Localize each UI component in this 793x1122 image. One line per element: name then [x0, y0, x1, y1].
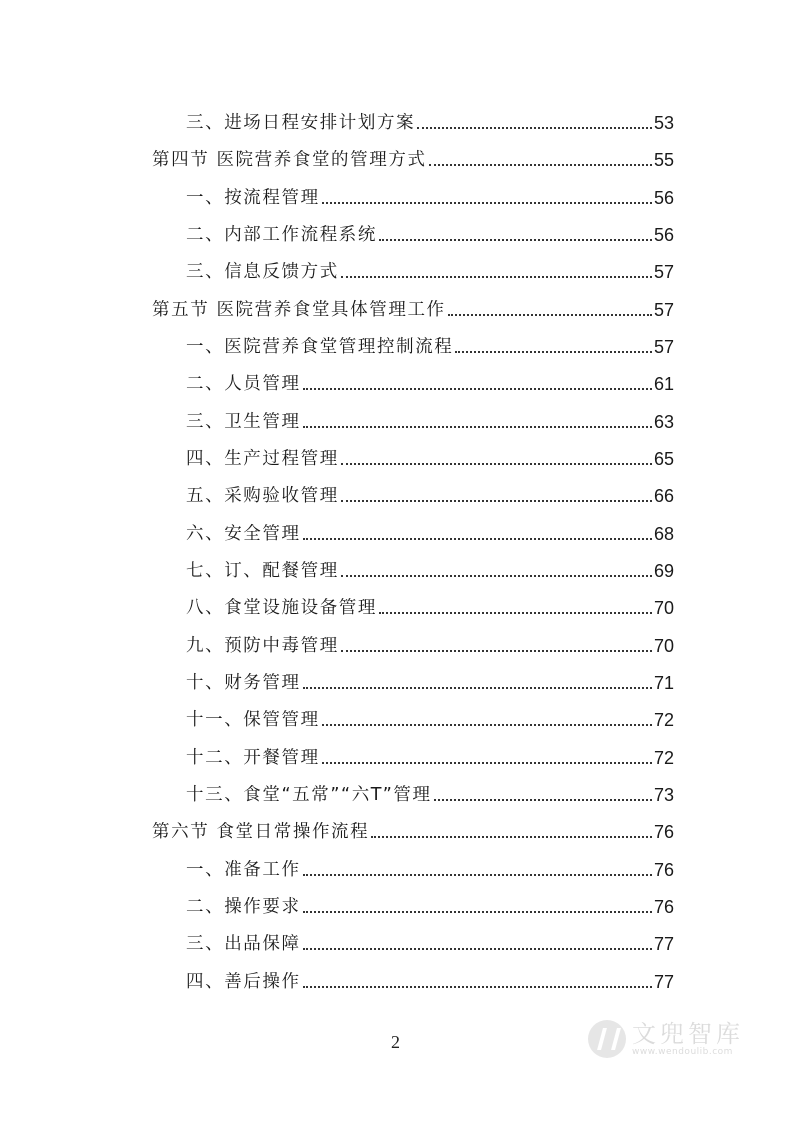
toc-entry-page: 70 — [653, 598, 674, 618]
toc-entry-page: 72 — [653, 710, 674, 730]
toc-dot-leader — [322, 723, 652, 726]
toc-entry-label: 二、人员管理 — [186, 374, 301, 394]
toc-dot-leader — [303, 910, 652, 913]
toc-entry-label: 四、善后操作 — [186, 972, 301, 992]
toc-entry-page: 55 — [653, 150, 674, 170]
toc-subsection-entry[interactable] — [186, 963, 674, 993]
toc-subsection-entry[interactable] — [186, 515, 674, 545]
toc-dot-leader — [303, 425, 652, 428]
toc-entry-label: 四、生产过程管理 — [186, 449, 339, 469]
toc-entry-label: 三、出品保障 — [186, 934, 301, 954]
toc-subsection-entry[interactable] — [186, 664, 674, 694]
toc-subsection-entry[interactable] — [186, 104, 674, 134]
toc-entry-page: 56 — [653, 188, 674, 208]
toc-subsection-entry[interactable] — [186, 627, 674, 657]
toc-entry-label: 一、医院营养食堂管理控制流程 — [186, 337, 454, 357]
toc-dot-leader — [341, 462, 652, 465]
toc-entry-label: 一、按流程管理 — [186, 188, 320, 208]
toc-entry-label: 十、财务管理 — [186, 673, 301, 693]
toc-dot-leader — [341, 499, 652, 502]
toc-entry-page: 73 — [653, 785, 674, 805]
toc-entry-label: 一、准备工作 — [186, 860, 301, 880]
toc-entry-page: 70 — [653, 636, 674, 656]
toc-dot-leader — [429, 163, 652, 166]
toc-entry-page: 76 — [653, 860, 674, 880]
toc-section-entry[interactable] — [152, 813, 674, 843]
toc-dot-leader — [303, 947, 652, 950]
toc-entry-page: 76 — [653, 897, 674, 917]
toc-entry-page: 76 — [653, 822, 674, 842]
toc-dot-leader — [379, 238, 652, 241]
toc-subsection-entry[interactable] — [186, 328, 674, 358]
toc-entry-label: 十三、食堂“五常”“六T”管理 — [186, 785, 432, 805]
toc-entry-page: 77 — [653, 934, 674, 954]
toc-entry-label: 五、采购验收管理 — [186, 486, 339, 506]
toc-subsection-entry[interactable] — [186, 701, 674, 731]
toc-entry-label: 十二、开餐管理 — [186, 748, 320, 768]
toc-entry-page: 71 — [653, 673, 674, 693]
toc-entry-label: 三、信息反馈方式 — [186, 262, 339, 282]
toc-entry-label: 三、卫生管理 — [186, 412, 301, 432]
toc-subsection-entry[interactable] — [186, 253, 674, 283]
toc-subsection-entry[interactable] — [186, 477, 674, 507]
watermark-text — [632, 1021, 744, 1057]
toc-entry-page: 63 — [653, 412, 674, 432]
toc-entry-page: 72 — [653, 748, 674, 768]
toc-dot-leader — [341, 649, 652, 652]
toc-dot-leader — [417, 126, 652, 129]
toc-subsection-entry[interactable] — [186, 851, 674, 881]
toc-entry-page: 57 — [653, 300, 674, 320]
toc-dot-leader — [448, 313, 652, 316]
toc-entry-label: 九、预防中毒管理 — [186, 636, 339, 656]
toc-entry-page: 66 — [653, 486, 674, 506]
toc-subsection-entry[interactable] — [186, 888, 674, 918]
toc-subsection-entry[interactable] — [186, 925, 674, 955]
toc-entry-page: 56 — [653, 225, 674, 245]
toc-subsection-entry[interactable] — [186, 739, 674, 769]
watermark — [588, 1020, 744, 1058]
page-number: 2 — [391, 1032, 400, 1052]
toc-entry-label: 三、进场日程安排计划方案 — [186, 113, 416, 133]
toc-dot-leader — [341, 275, 652, 278]
toc-dot-leader — [434, 798, 652, 801]
toc-entry-page: 65 — [653, 449, 674, 469]
toc-dot-leader — [303, 686, 652, 689]
toc-subsection-entry[interactable] — [186, 440, 674, 470]
toc-subsection-entry[interactable] — [186, 403, 674, 433]
toc-dot-leader — [303, 537, 652, 540]
toc-subsection-entry[interactable] — [186, 179, 674, 209]
toc-entry-label: 第六节 食堂日常操作流程 — [152, 822, 370, 842]
toc-entry-page: 53 — [653, 113, 674, 133]
toc-subsection-entry[interactable] — [186, 552, 674, 582]
toc-subsection-entry[interactable] — [186, 776, 674, 806]
toc-entry-page: 69 — [653, 561, 674, 581]
toc-subsection-entry[interactable] — [186, 589, 674, 619]
toc-dot-leader — [303, 387, 652, 390]
toc-entry-page: 77 — [653, 972, 674, 992]
toc-entry-label: 六、安全管理 — [186, 524, 301, 544]
toc-dot-leader — [303, 873, 652, 876]
toc-entry-page: 57 — [653, 262, 674, 282]
toc-dot-leader — [455, 350, 652, 353]
toc-entry-label: 二、操作要求 — [186, 897, 301, 917]
toc-entry-page: 61 — [653, 374, 674, 394]
toc-entry-label: 第五节 医院营养食堂具体管理工作 — [152, 300, 446, 320]
toc-entry-label: 二、内部工作流程系统 — [186, 225, 377, 245]
toc-entry-label: 八、食堂设施设备管理 — [186, 598, 377, 618]
toc-entry-label: 七、订、配餐管理 — [186, 561, 339, 581]
toc-section-entry[interactable] — [152, 291, 674, 321]
toc-dot-leader — [322, 201, 652, 204]
toc-dot-leader — [322, 761, 652, 764]
toc-entry-label: 第四节 医院营养食堂的管理方式 — [152, 150, 427, 170]
toc-section-entry[interactable] — [152, 141, 674, 171]
watermark-url: www.wendoulib.com — [632, 1047, 733, 1057]
watermark-title: 文兜智库 — [632, 1020, 744, 1048]
toc-entry-page: 68 — [653, 524, 674, 544]
toc-dot-leader — [371, 835, 652, 838]
toc-entry-page: 57 — [653, 337, 674, 357]
toc-dot-leader — [379, 611, 652, 614]
toc-subsection-entry[interactable] — [186, 216, 674, 246]
toc-entry-label: 十一、保管管理 — [186, 710, 320, 730]
toc-subsection-entry[interactable] — [186, 365, 674, 395]
toc-dot-leader — [303, 985, 652, 988]
toc-dot-leader — [341, 574, 652, 577]
wendou-logo-icon — [588, 1020, 626, 1058]
